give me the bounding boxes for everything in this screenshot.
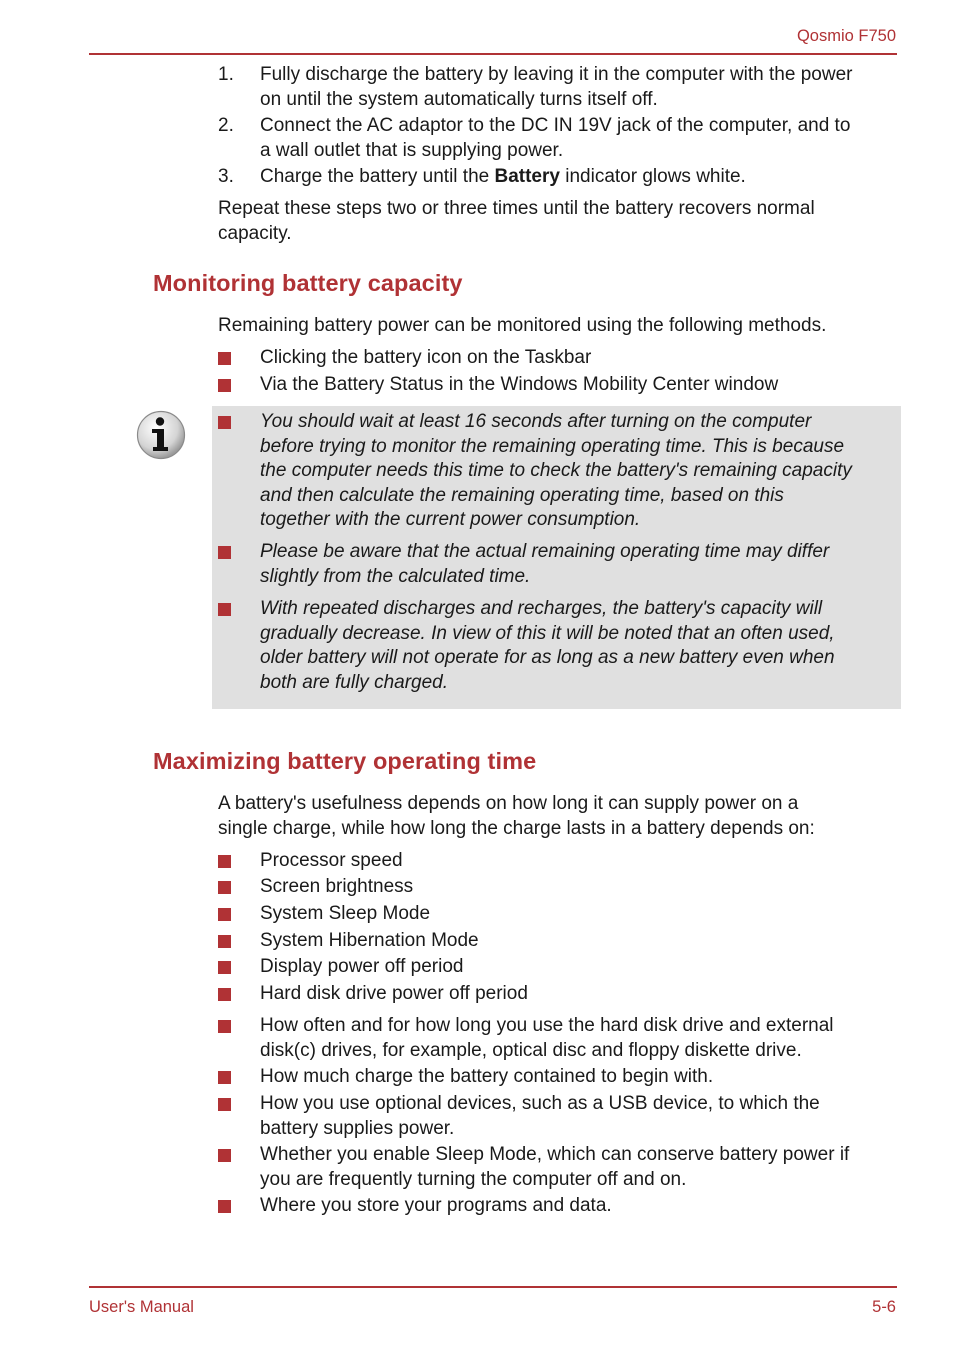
footer-manual-title: User's Manual — [89, 1298, 194, 1316]
bullet-marker — [218, 352, 231, 365]
list-line: How much charge the battery contained to begin with. — [260, 1066, 714, 1087]
step-line: Fully discharge the battery by leaving it in the computer with the power — [260, 64, 853, 85]
note-line: the computer needs this time to check the battery's remaining capacity — [260, 460, 852, 481]
bullet-marker — [218, 1098, 231, 1111]
paragraph-line: A battery's usefulness depends on how long it can supply power on a — [218, 793, 799, 814]
list-item: Screen brightness — [260, 876, 414, 897]
step-number: 2. — [218, 115, 234, 136]
list-item: System Sleep Mode — [260, 903, 431, 924]
list-item — [260, 1065, 900, 1090]
list-line: battery supplies power. — [260, 1117, 455, 1139]
info-icon — [136, 410, 186, 460]
note-line: and then calculate the remaining operating time, based on this — [260, 484, 784, 506]
section-intro: Remaining battery power can be monitored using the following methods. — [218, 315, 827, 336]
list-line: How you use optional devices, such as a USB device, to which the — [260, 1093, 820, 1114]
list-item: System Hibernation Mode — [260, 930, 479, 951]
bullet-marker — [218, 1149, 231, 1162]
footer-rule — [89, 1286, 897, 1288]
bullet-marker — [218, 908, 231, 921]
bullet-marker — [218, 416, 231, 429]
bullet-marker — [218, 881, 231, 894]
note-line: both are fully charged. — [260, 671, 449, 693]
paragraph-line: single charge, while how long the charge lasts in a battery depends on: — [218, 817, 815, 839]
list-item — [260, 1014, 900, 1063]
running-header-title: Qosmio F750 — [796, 27, 896, 45]
step-line: a wall outlet that is supplying power. — [260, 139, 564, 161]
bullet-marker — [218, 1020, 231, 1033]
note-line: together with the current power consumption. — [260, 509, 641, 530]
list-line: disk(c) drives, for example, optical disc and floppy diskette drive. — [260, 1039, 802, 1061]
note-line: With repeated discharges and recharges, the battery's capacity will — [260, 598, 823, 619]
bullet-marker — [218, 988, 231, 1001]
section-heading-maximizing: Maximizing battery operating time — [153, 748, 537, 774]
bullet-marker — [218, 1071, 231, 1084]
list-line: Whether you enable Sleep Mode, which can conserve battery power if — [260, 1144, 850, 1165]
list-item: Display power off period — [260, 956, 464, 977]
section-intro — [218, 792, 898, 841]
paragraph-line: capacity. — [218, 222, 292, 244]
note-item — [260, 540, 900, 589]
list-item: Hard disk drive power off period — [260, 983, 528, 1004]
step-text — [260, 165, 900, 190]
bullet-marker — [218, 546, 231, 559]
list-item: Processor speed — [260, 850, 403, 871]
battery-indicator-label: Battery — [494, 166, 560, 187]
bullet-marker — [218, 935, 231, 948]
list-item: Clicking the battery icon on the Taskbar — [260, 347, 592, 368]
paragraph-line: Repeat these steps two or three times until the battery recovers normal — [218, 198, 815, 219]
bullet-marker — [218, 961, 231, 974]
page-number: 5-6 — [872, 1298, 896, 1316]
step-line: Connect the AC adaptor to the DC IN 19V jack of the computer, and to — [260, 115, 851, 136]
list-item — [260, 1092, 900, 1141]
note-line: older battery will not operate for as long as a new battery even when — [260, 647, 835, 668]
bullet-marker — [218, 379, 231, 392]
list-item — [260, 1194, 900, 1219]
bullet-marker — [218, 1200, 231, 1213]
note-line: slightly from the calculated time. — [260, 565, 531, 587]
section-heading-monitoring: Monitoring battery capacity — [153, 270, 463, 296]
step-number: 1. — [218, 64, 234, 85]
step-text-pre: Charge the battery until the — [260, 166, 495, 187]
list-item: Via the Battery Status in the Windows Mobility Center window — [260, 374, 779, 395]
header-rule — [89, 53, 897, 55]
repeat-paragraph — [218, 197, 898, 246]
step-text — [260, 63, 900, 112]
note-line: before trying to monitor the remaining operating time. This is because — [260, 435, 845, 457]
step-number: 3. — [218, 166, 234, 187]
note-item — [260, 597, 900, 695]
note-line: gradually decrease. In view of this it will be noted that an often used, — [260, 622, 835, 644]
list-line: How often and for how long you use the hard disk drive and external — [260, 1015, 834, 1036]
step-text — [260, 114, 900, 163]
step-line: on until the system automatically turns itself off. — [260, 88, 658, 110]
note-line: Please be aware that the actual remaining operating time may differ — [260, 541, 830, 562]
note-item — [260, 410, 900, 533]
note-line: You should wait at least 16 seconds after turning on the computer — [260, 411, 812, 432]
bullet-marker — [218, 855, 231, 868]
list-line: Where you store your programs and data. — [260, 1195, 612, 1216]
list-line: you are frequently turning the computer off and on. — [260, 1168, 687, 1190]
step-text-post: indicator glows white. — [559, 166, 746, 187]
list-item — [260, 1143, 900, 1192]
bullet-marker — [218, 603, 231, 616]
